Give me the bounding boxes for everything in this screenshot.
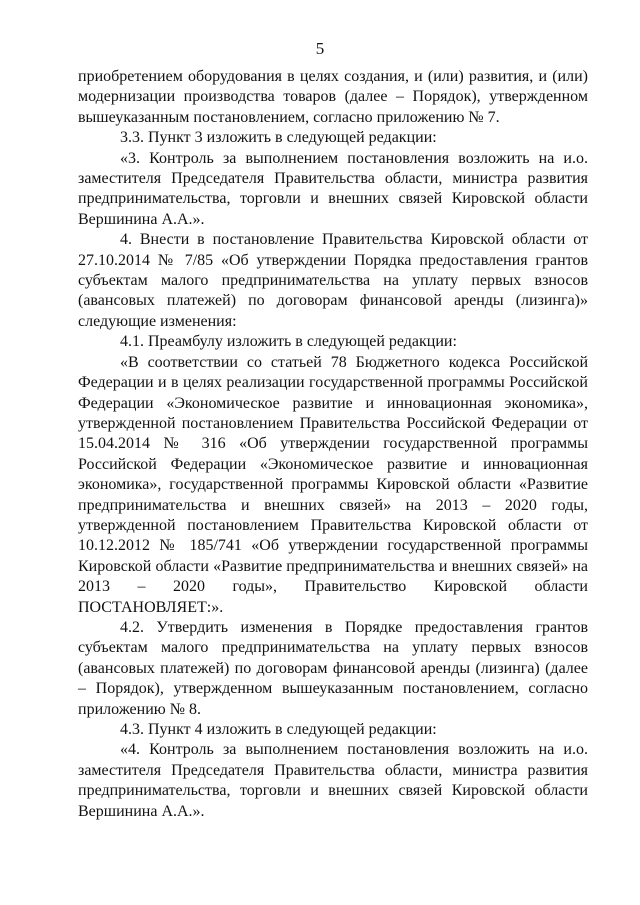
paragraph-4-2: 4.2. Утвердить изменения в Порядке предоставления грантов субъектам малого предпринимательства на уплату первых взносов (авансовых платежей) по договорам финансовой аренды (лизинга) (далее – Порядок), утвержденном вышеуказанным постановлением, согласно приложению № 8. <box>78 618 588 718</box>
paragraph-continuation: приобретением оборудования в целях создания, и (или) развития, и (или) модернизации производства товаров (далее – Порядок), утвержденном вышеуказанным постановлением, согласно приложению № 7. <box>78 68 588 126</box>
paragraph-preamble-quote: «В соответствии со статьей 78 Бюджетного кодекса Российской Федерации и в целях реализации государственной программы Российской Федерации «Экономическое развитие и инновационная экономика», утвержденной постановлением Правительства Российской Федерации от 15.04.2014 № 316 «Об утверждении государственной программы Российской Федерации «Экономическое развитие и инновационная экономика», государственной программы Кировской области «Развитие предпринимательства и внешних связей» на 2013 – 2020 годы, утвержденной постановлением Правительства Кировской области от 10.12.2012 № 185/741 «Об утверждении государственной программы Кировской области «Развитие предпринимательства и внешних связей» на 2013 – 2020 годы», Правительство Кировской области ПОСТАНОВЛЯЕТ:». <box>78 353 588 616</box>
paragraph-3-3: 3.3. Пункт 3 изложить в следующей редакции: <box>120 129 437 147</box>
paragraph-quote-control-3: «3. Контроль за выполнением постановления возложить на и.о. заместителя Председателя Правительства области, министра развития предпринимательства, торговли и внешних связей Кировской области Вершинина А.А.». <box>78 149 588 228</box>
paragraph-4: 4. Внести в постановление Правительства Кировской области от 27.10.2014 № 7/85 «Об утверждении Порядка предоставления грантов субъектам малого предпринимательства на уплату первых взносов (авансовых платежей) по договорам финансовой аренды (лизинга)» следующие изменения: <box>78 231 588 330</box>
paragraph-quote-control-4: «4. Контроль за выполнением постановления возложить на и.о. заместителя Председателя Правительства области, министра развития предпринимательства, торговли и внешних связей Кировской области Вершинина А.А.». <box>78 741 588 820</box>
paragraph-4-1: 4.1. Преамбулу изложить в следующей редакции: <box>120 333 457 351</box>
document-body <box>78 67 588 822</box>
paragraph-4-3: 4.3. Пункт 4 изложить в следующей редакции: <box>120 721 437 738</box>
page-number: 5 <box>315 39 325 58</box>
